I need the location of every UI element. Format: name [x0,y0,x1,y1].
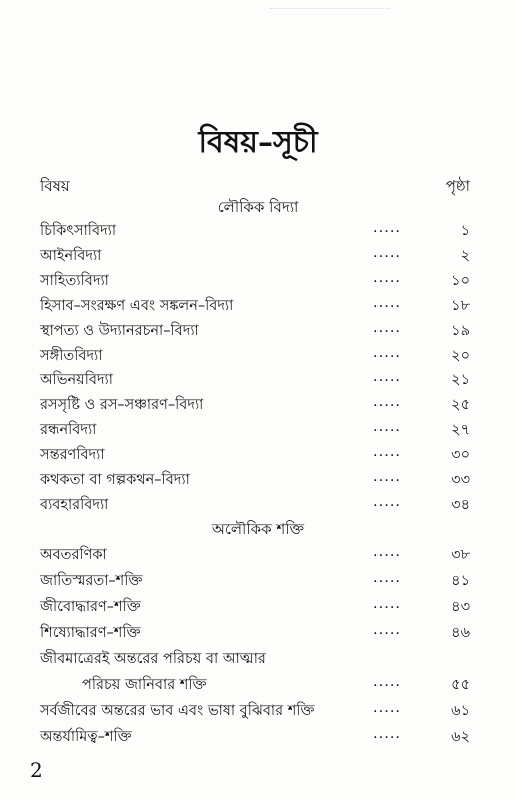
toc-entry [40,320,470,344]
dot-leader: ..... [373,319,402,336]
page-header: পৃষ্ঠা [445,177,470,195]
page-title: বিষয়–সূচী [198,125,318,160]
section-heading: লৌকিক বিদ্যা [217,198,299,216]
dot-leader: ..... [373,726,402,742]
toc-entry-page: ৩৩ [451,472,470,488]
toc-entry [40,648,470,672]
toc-entry-title: ব্যবহারবিদ্যা [40,496,109,513]
toc-entry-title: শিষ্যোদ্ধারণ–শক্তি [40,625,141,641]
dot-leader: ..... [373,622,402,638]
toc-entry [40,674,470,698]
toc-entry-page: ২ [460,247,470,264]
toc-entry [40,394,470,418]
toc-entry-title: আইনবিদ্যা [40,247,102,264]
toc-entry-title: কথকতা বা গল্পকথন–বিদ্যা [40,472,190,488]
toc-entry-title: রন্ধনবিদ্যা [40,422,97,439]
section-heading: অলৌকিক শক্তি [211,520,305,538]
dot-leader: ..... [373,493,402,510]
dot-leader: ..... [373,444,402,461]
dot-leader: ..... [373,674,402,690]
toc-entry-title: চিকিৎসাবিদ্যা [40,223,117,239]
toc-entry [40,270,470,294]
toc-entry [40,245,470,269]
toc-entry [40,469,470,493]
toc-entry [40,444,470,468]
dot-leader: ..... [373,394,402,411]
dot-leader: ..... [373,419,402,436]
toc-entry-page: ৪৩ [451,599,470,615]
toc-entry [40,494,470,518]
toc-entry-title: সর্বজীবের অন্তরের ভাব এবং ভাষা বুঝিবার শক্তি [40,703,315,719]
toc-entry-title: জীবোদ্ধারণ–শক্তি [40,599,141,615]
scan-smudge [270,8,390,15]
dot-leader: ..... [373,369,402,386]
toc-entry-page: ২০ [451,347,470,364]
toc-entry-title: হিসাব–সংরক্ষণ এবং সঙ্কলন–বিদ্যা [40,297,234,314]
subject-header: বিষয় [40,177,70,195]
dot-leader: ..... [373,294,402,311]
toc-entry-title: জীবমাত্রেরই অন্তরের পরিচয় বা আত্মার [40,651,266,667]
dot-leader: ..... [373,244,402,261]
toc-entry-page: ৩৪ [451,496,470,513]
toc-entry [40,220,470,244]
toc-entry [40,345,470,369]
toc-entry-page: ৪৬ [451,625,470,641]
toc-entry-page: ৫৫ [451,677,470,693]
page-number: 2 [30,758,43,782]
toc-entry-page: ৪১ [451,573,470,589]
toc-entry-page: ৬২ [451,729,470,745]
toc-entry-page: ৩০ [451,447,470,464]
dot-leader: ..... [373,596,402,612]
toc-entry-page: ৬১ [451,703,470,719]
toc-entry-title: পরিচয় জানিবার শক্তি [82,677,207,693]
toc-entry [40,369,470,393]
toc-entry-title: অন্তর্যামিত্ব–শক্তি [40,729,132,745]
toc-entry [40,622,470,646]
toc-entry [40,419,470,443]
toc-entry-page: ১৮ [451,297,470,314]
toc-entry-title: অভিনয়বিদ্যা [40,372,113,389]
toc-entry-title: রসসৃষ্টি ও রস–সঞ্চারণ–বিদ্যা [40,397,204,414]
toc-entry [40,570,470,594]
toc-entry-title: সন্তরণবিদ্যা [40,447,105,464]
dot-leader: ..... [373,570,402,586]
toc-entry-page: ১০ [451,272,470,289]
toc-entry-page: ৩৮ [451,547,470,563]
toc-entry-title: জাতিস্মরতা–শক্তি [40,573,143,589]
toc-entry [40,596,470,620]
toc-entry-page: ২৫ [451,397,470,414]
dot-leader: ..... [373,344,402,361]
toc-entry [40,295,470,319]
toc-entry [40,544,470,568]
toc-entry-page: ১ [460,223,470,239]
dot-leader: ..... [373,220,402,236]
toc-entry-title: স্থাপত্য ও উদ্যানরচনা–বিদ্যা [40,322,199,339]
dot-leader: ..... [373,269,402,286]
dot-leader: ..... [373,700,402,716]
dot-leader: ..... [373,469,402,485]
toc-entry-page: ১৯ [451,322,470,339]
toc-entry-page: ২১ [451,372,470,389]
dot-leader: ..... [373,544,402,560]
toc-entry [40,726,470,750]
toc-entry-page: ২৭ [451,422,470,439]
toc-entry-title: সাহিত্যবিদ্যা [40,272,109,289]
toc-entry-title: সঙ্গীতবিদ্যা [40,347,103,364]
toc-entry [40,700,470,724]
toc-entry-title: অবতরণিকা [40,547,107,563]
